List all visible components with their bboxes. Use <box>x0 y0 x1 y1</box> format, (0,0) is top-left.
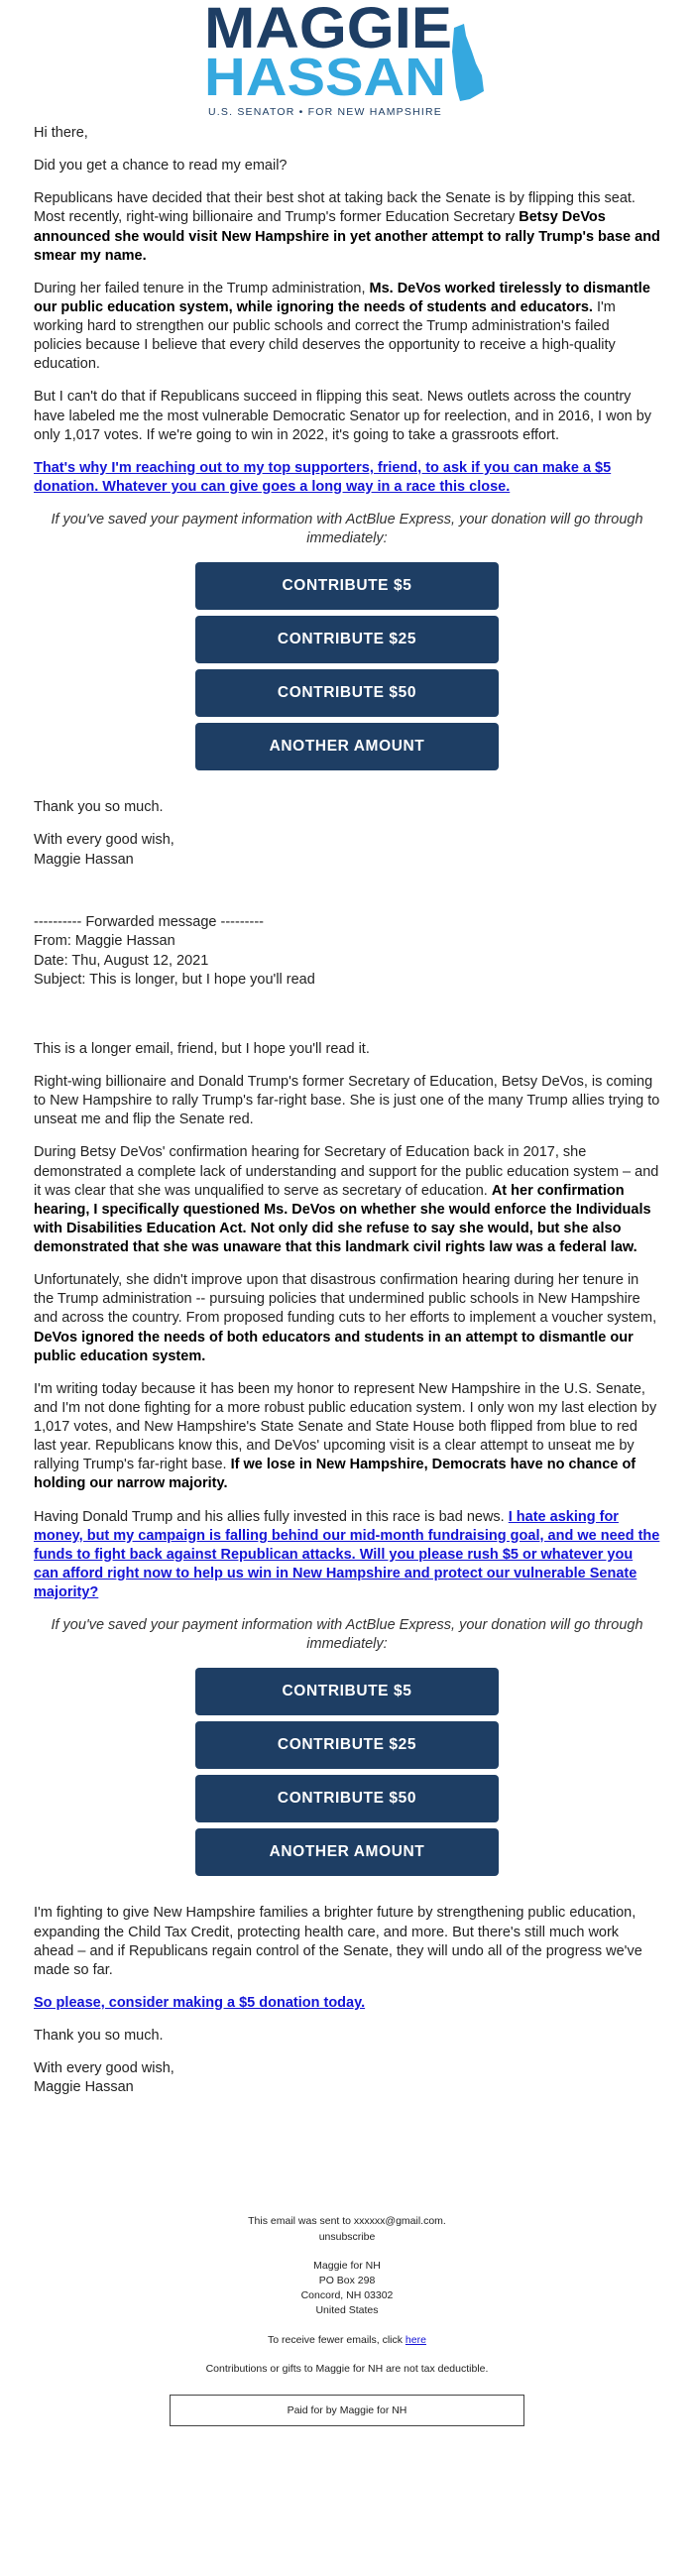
forwarded-header <box>34 913 660 991</box>
paragraph <box>34 1143 660 1257</box>
signature <box>34 831 660 869</box>
org-country: United States <box>315 2304 379 2317</box>
logo-first-name: MAGGIE <box>204 0 452 60</box>
logo-tagline: U.S. SENATOR • FOR NEW HAMPSHIRE <box>208 106 442 118</box>
signature <box>34 2059 660 2097</box>
another-amount-button[interactable]: ANOTHER AMOUNT <box>195 723 499 770</box>
paragraph <box>34 1508 660 1603</box>
text: I'm working hard to strengthen our public schools and correct the Trump administration's failed policies because I believe that every child deserves the opportunity to receive a high-quality education. <box>34 298 616 373</box>
forward-divider: ---------- Forwarded message --------- <box>34 913 264 930</box>
signer-name: Maggie Hassan <box>34 2079 134 2096</box>
another-amount-button[interactable]: ANOTHER AMOUNT <box>195 1828 499 1876</box>
signoff: With every good wish, <box>34 832 174 849</box>
paragraph <box>34 280 660 375</box>
contribute-25-button[interactable]: CONTRIBUTE $25 <box>195 616 499 663</box>
final-donation-link[interactable]: So please, consider making a $5 donation today. <box>34 1994 366 2011</box>
bold-text: Ms. DeVos worked tirelessly to dismantle our public education system, while ignoring the needs of students and educators. <box>34 280 650 315</box>
text: To receive fewer emails, click <box>268 2333 405 2346</box>
logo-last-name: HASSAN <box>204 48 446 107</box>
contribute-5-button[interactable]: CONTRIBUTE $5 <box>195 562 499 610</box>
bold-text: At her confirmation hearing, I specifically questioned Ms. DeVos on whether she would enforce the Individuals with Disabilities Education Act. Not only did she refuse to say she would, but she also demonstrated that she was unaware that this landmark civil rights law was a federal law. <box>34 1182 651 1255</box>
org-po-box: PO Box 298 <box>318 2275 376 2287</box>
new-hampshire-state-icon <box>452 24 484 101</box>
thanks: Thank you so much. <box>34 2028 164 2044</box>
paragraph <box>34 1271 660 1366</box>
bold-text: Betsy DeVos announced she would visit New Hampshire in yet another attempt to rally Trump's base and smear my name. <box>34 209 660 264</box>
donation-buttons <box>34 1668 660 1876</box>
unsubscribe-link[interactable]: unsubscribe <box>318 2230 376 2243</box>
paid-for-disclaimer: Paid for by Maggie for NH <box>170 2395 524 2426</box>
email-footer <box>34 2214 660 2426</box>
forward-date: Date: Thu, August 12, 2021 <box>34 952 209 969</box>
contribute-50-button[interactable]: CONTRIBUTE $50 <box>195 1775 499 1822</box>
logo-graphic <box>204 0 492 121</box>
paragraph <box>34 459 660 497</box>
text: Having Donald Trump and his allies fully invested in this race is bad news. <box>34 1508 509 1525</box>
paragraph <box>34 189 660 266</box>
contribute-25-button[interactable]: CONTRIBUTE $25 <box>195 1721 499 1769</box>
forward-subject: Subject: This is longer, but I hope you'll read <box>34 972 315 989</box>
paragraph <box>34 1994 660 2013</box>
paragraph: This is a longer email, friend, but I hope you'll read it. <box>34 1040 370 1057</box>
text: Republicans have decided that their best shot at taking back the Senate is by flipping this seat. Most recently, right-wing billionaire and Trump's former Education Secretary <box>34 190 636 226</box>
actblue-express-note: If you've saved your payment information with ActBlue Express, your donation will go through immediately: <box>51 1617 643 1653</box>
contribute-5-button[interactable]: CONTRIBUTE $5 <box>195 1668 499 1715</box>
contribute-50-button[interactable]: CONTRIBUTE $50 <box>195 669 499 717</box>
signer-name: Maggie Hassan <box>34 851 134 868</box>
bold-text: If we lose in New Hampshire, Democrats have no chance of holding our narrow majority. <box>34 1457 636 1492</box>
text: Unfortunately, she didn't improve upon that disastrous confirmation hearing during her tenure in the Trump administration -- pursuing policies that undermined public schools in New Hampshire and across the country. From proposed funding cuts to her efforts to implement a voucher system, <box>34 1272 657 1327</box>
greeting: Hi there, <box>34 125 88 141</box>
paragraph: I'm fighting to give New Hampshire families a brighter future by strengthening public education, expanding the Child Tax Credit, protecting health care, and more. But there's still much work ahead – and if Republicans regain control of the Senate, they will undo all of the progress we've made so far. <box>34 1905 642 1978</box>
campaign-logo <box>0 0 694 124</box>
paragraph: Right-wing billionaire and Donald Trump's former Secretary of Education, Betsy DeVos, is coming to New Hampshire to rally Trump's far-right base. She is just one of the many Trump allies trying to unseat me and flip the Senate red. <box>34 1074 660 1128</box>
actblue-express-note: If you've saved your payment information with ActBlue Express, your donation will go through immediately: <box>51 512 643 547</box>
forward-from: From: Maggie Hassan <box>34 933 175 950</box>
thanks: Thank you so much. <box>34 799 164 816</box>
donation-ask-link[interactable]: That's why I'm reaching out to my top supporters, friend, to ask if you can make a $5 donation. Whatever you can give goes a long way in a race this close. <box>34 459 612 495</box>
intro-question: Did you get a chance to read my email? <box>34 158 288 175</box>
signoff: With every good wish, <box>34 2060 174 2077</box>
paragraph <box>34 1380 660 1494</box>
org-name: Maggie for NH <box>313 2259 381 2272</box>
donation-buttons <box>34 562 660 770</box>
sent-to-notice: This email was sent to xxxxxx@gmail.com. <box>248 2215 446 2228</box>
fewer-emails-link[interactable]: here <box>405 2333 426 2346</box>
donation-ask-link[interactable]: I hate asking for money, but my campaign is falling behind our mid-month fundraising goal, and we need the funds to fight back against Republican attacks. Will you please rush $5 or whatever you can afford right now to help us win in New Hampshire and protect our vulnerable Senate majority? <box>34 1508 660 1600</box>
text: I'm writing today because it has been my honor to represent New Hampshire in the U.S. Senate, and I'm not done fighting for a more robust public education system. I only won my last election by 1,017 votes, and New Hampshire's State Senate and State House both flipped from blue to red last year. Republicans know this, and DeVos' upcoming visit is a clear attempt to unseat me by rallying Trump's far-right base. <box>34 1380 657 1473</box>
paragraph: But I can't do that if Republicans succeed in flipping this seat. News outlets across the country have labeled me the most vulnerable Democratic Senator up for reelection, and in 2016, I won by only 1,017 votes. If we're going to win in 2022, it's going to take a grassroots effort. <box>34 389 652 443</box>
tax-deductible-notice: Contributions or gifts to Maggie for NH are not tax deductible. <box>205 2362 489 2375</box>
bold-text: DeVos ignored the needs of both educators and students in an attempt to dismantle our public education system. <box>34 1329 634 1364</box>
text: During her failed tenure in the Trump administration, <box>34 280 370 296</box>
org-city: Concord, NH 03302 <box>300 2289 394 2302</box>
fewer-emails-line <box>34 2333 660 2348</box>
text: During Betsy DeVos' confirmation hearing for Secretary of Education back in 2017, she demonstrated a complete lack of understanding and support for the public education system – and it was clear that she was unqualified to serve as secretary of education. <box>34 1144 659 1199</box>
